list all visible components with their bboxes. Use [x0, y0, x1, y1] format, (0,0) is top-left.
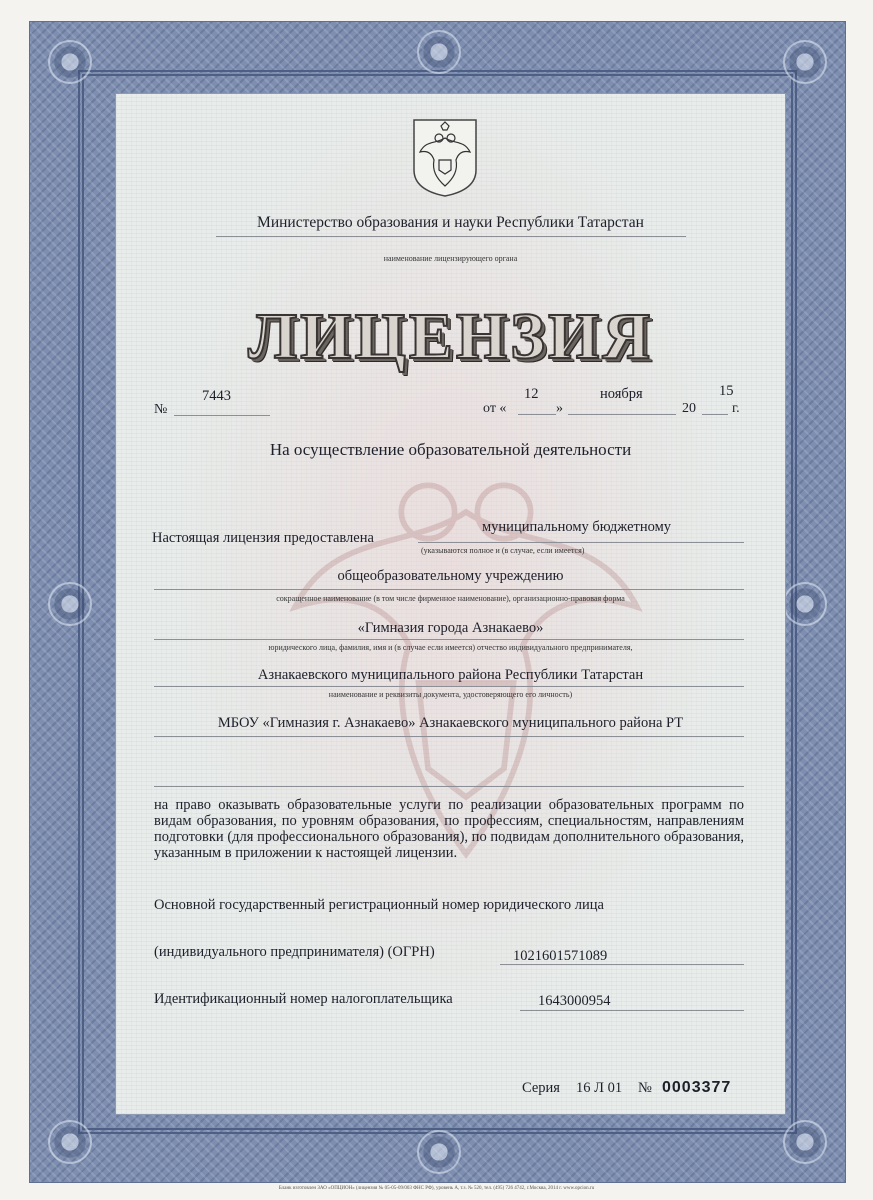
- serial-number: 0003377: [662, 1079, 732, 1096]
- ogrn-label-1: Основной государственный регистрационный номер юридического лица: [154, 897, 604, 913]
- underline: [154, 639, 744, 640]
- bottom-ornament: [417, 1130, 461, 1174]
- serial-series: 16 Л 01: [576, 1080, 623, 1096]
- holder-line-4: Азнакаевского муниципального района Республики Татарстан: [257, 667, 644, 683]
- date-day: 12: [524, 386, 539, 402]
- underline: [702, 414, 728, 415]
- date-close-quote: »: [556, 401, 563, 416]
- ministry-name: Министерство образования и науки Республики Татарстан: [257, 214, 644, 231]
- side-ornament: [783, 582, 827, 626]
- serial-label: Серия: [522, 1080, 560, 1096]
- underline: [216, 236, 686, 237]
- underline: [174, 415, 270, 416]
- date-from-label: от «: [483, 401, 507, 416]
- underline: [500, 964, 744, 965]
- underline: [154, 686, 744, 687]
- caption-2: сокращенное наименование (в том числе фирменное наименование), организационно-правовая форма: [276, 594, 625, 603]
- license-purpose: На осуществление образовательной деятельности: [269, 440, 632, 459]
- underline: [520, 1010, 744, 1011]
- underline: [518, 414, 556, 415]
- document-title: ЛИЦЕНЗИЯ: [247, 300, 654, 373]
- date-year: 15: [719, 383, 734, 399]
- holder-short-name: МБОУ «Гимназия г. Азнакаево» Азнакаевского муниципального района РТ: [217, 715, 684, 731]
- ogrn-value: 1021601571089: [513, 948, 608, 964]
- granted-label: Настоящая лицензия предоставлена: [152, 530, 374, 546]
- caption-4: наименование и реквизиты документа, удостоверяющего его личность): [328, 690, 573, 699]
- underline: [154, 736, 744, 737]
- license-number: 7443: [202, 388, 231, 404]
- corner-ornament: [48, 40, 92, 84]
- underline: [154, 786, 744, 787]
- date-month: ноября: [600, 386, 643, 402]
- ogrn-label-2: (индивидуального предпринимателя) (ОГРН): [154, 944, 435, 960]
- underline: [568, 414, 676, 415]
- number-label: №: [154, 402, 168, 417]
- underline: [418, 542, 744, 543]
- date-year-prefix: 20: [682, 401, 696, 416]
- ministry-caption: наименование лицензирующего органа: [383, 254, 518, 263]
- license-rights-text: на право оказывать образовательные услуги по реализации образовательных программ по видам образования, по уровням образования, по профессиям, специальностям, направлениям подготовки (для профессионального образования), по подвидам дополнительного образования, указанным в приложении к настоящей лицензии.: [154, 797, 744, 861]
- inn-label: Идентификационный номер налогоплательщика: [154, 991, 453, 1007]
- corner-ornament: [783, 1120, 827, 1164]
- corner-ornament: [783, 40, 827, 84]
- holder-line-3: «Гимназия города Азнакаево»: [357, 620, 544, 636]
- caption-1: (указываются полное и (в случае, если имеется): [421, 546, 585, 555]
- caption-3: юридического лица, фамилия, имя и (в случае если имеется) отчество индивидуального предпринимателя,: [268, 643, 633, 652]
- coat-of-arms-icon: [412, 118, 478, 198]
- top-ornament: [417, 30, 461, 74]
- holder-line-2: общеобразовательному учреждению: [337, 568, 564, 584]
- date-year-suffix: г.: [732, 401, 740, 416]
- side-ornament: [48, 582, 92, 626]
- serial-no-label: №: [638, 1080, 652, 1096]
- underline: [154, 589, 744, 590]
- holder-line-1: муниципальному бюджетному: [482, 519, 672, 535]
- printer-footer: Бланк изготовлен ЗАО «ОПЦИОН» (лицензия № 05-05-09/003 ФНС РФ), уровень А, т.з. № 520, тел. (495) 726 4742, г.Москва, 2014 г. www.opcion.ru: [278, 1186, 595, 1191]
- license-document: [115, 93, 786, 1115]
- corner-ornament: [48, 1120, 92, 1164]
- inn-value: 1643000954: [538, 993, 611, 1009]
